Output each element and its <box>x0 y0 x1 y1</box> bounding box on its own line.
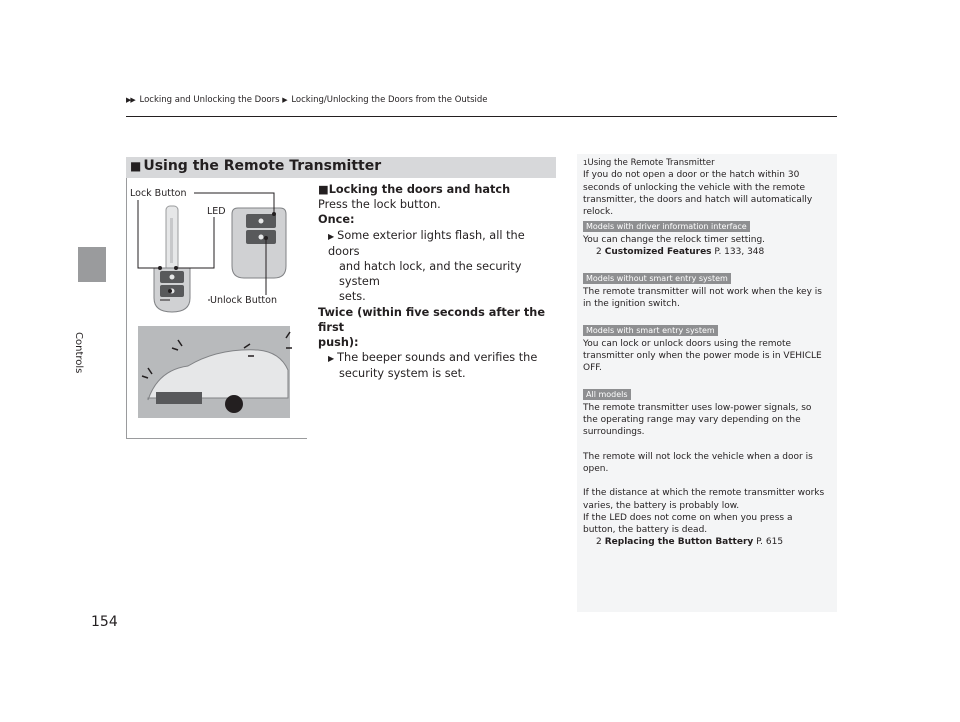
model-badge: Models with driver information interface <box>583 221 750 232</box>
note-line: If you do not open a door or the hatch within 30 <box>583 170 800 181</box>
note-line: You can change the relock timer setting. <box>583 234 766 245</box>
note-line: If the LED does not come on when you press a <box>583 512 793 523</box>
breadcrumb-item-1[interactable]: Locking and Unlocking the Doors <box>139 95 280 105</box>
note-line: button, the battery is dead. <box>583 525 708 536</box>
breadcrumb <box>126 95 488 105</box>
key-with-blade-icon <box>154 206 190 312</box>
note-line: The remote will not lock the vehicle when a door is <box>583 451 813 462</box>
note-line: transmitter only when the power mode is in VEHICLE <box>583 350 822 361</box>
unlock-button-label: Unlock Button <box>210 295 277 306</box>
note-line: varies, the battery is probably low. <box>583 500 740 511</box>
reference-arrow-icon: 2 <box>596 537 602 548</box>
note-line: the operating range may vary depending on the <box>583 415 801 426</box>
once-result-line: ▶ Some exterior lights flash, all the doors <box>328 228 525 258</box>
breadcrumb-item-2[interactable]: Locking/Unlocking the Doors from the Outside <box>291 95 488 105</box>
note-line: transmitter, the doors and hatch will automatically <box>583 194 813 205</box>
model-badge: All models <box>583 389 631 400</box>
note-line: open. <box>583 463 609 474</box>
lock-button-label: Lock Button <box>130 188 187 199</box>
note-line: OFF. <box>583 363 602 374</box>
intro-text: Press the lock button. <box>318 198 441 212</box>
note-line: You can lock or unlock doors using the remote <box>583 338 792 349</box>
twice-result-line: security system is set. <box>339 367 466 381</box>
twice-label: push): <box>318 336 359 350</box>
model-badge: Models with smart entry system <box>583 325 718 336</box>
chapter-tab <box>78 247 106 282</box>
cross-reference-link[interactable]: 2 Replacing the Button Battery P. 615 <box>596 537 784 548</box>
key-fob-illustration <box>126 178 306 438</box>
note-line: in the ignition switch. <box>583 298 680 309</box>
breadcrumb-arrow-icon: ▶ <box>282 96 287 104</box>
chapter-label: Controls <box>73 332 84 374</box>
twice-result-line: ▶ The beeper sounds and verifies the <box>328 351 538 365</box>
once-result-line: sets. <box>339 290 366 304</box>
notes-title: 1Using the Remote Transmitter <box>583 158 715 168</box>
once-label: Once: <box>318 213 355 227</box>
note-line: relock. <box>583 207 614 218</box>
once-result-line: and hatch lock, and the security system <box>339 260 522 289</box>
note-line: seconds of unlocking the vehicle with the remote <box>583 182 806 193</box>
reference-arrow-icon: 2 <box>596 247 602 258</box>
twice-label: Twice (within five seconds after the first <box>318 305 545 334</box>
breadcrumb-arrow-icon: ▶▶ <box>126 96 135 104</box>
section-square-icon: ■ <box>130 159 142 173</box>
result-arrow-icon: ▶ <box>328 231 335 241</box>
section-title: ■ Using the Remote Transmitter <box>130 158 382 174</box>
page-number: 154 <box>91 614 118 630</box>
note-line: If the distance at which the remote transmitter works <box>583 488 825 499</box>
body-text <box>318 182 558 382</box>
note-line: surroundings. <box>583 427 645 438</box>
header-rule <box>126 116 837 117</box>
note-line: The remote transmitter will not work when the key is <box>583 286 822 297</box>
led-label: LED <box>207 206 226 217</box>
sub-heading: ■Locking the doors and hatch <box>318 183 511 196</box>
heading-square-icon: ■ <box>318 183 329 196</box>
note-marker-icon: 1 <box>583 159 588 167</box>
model-badge: Models without smart entry system <box>583 273 731 284</box>
notes-text <box>583 157 833 549</box>
cross-reference-link[interactable]: 2 Customized Features P. 133, 348 <box>596 247 765 258</box>
note-line: The remote transmitter uses low-power signals, so <box>583 402 812 413</box>
smart-key-fob-icon <box>232 208 286 278</box>
result-arrow-icon: ▶ <box>328 354 335 364</box>
